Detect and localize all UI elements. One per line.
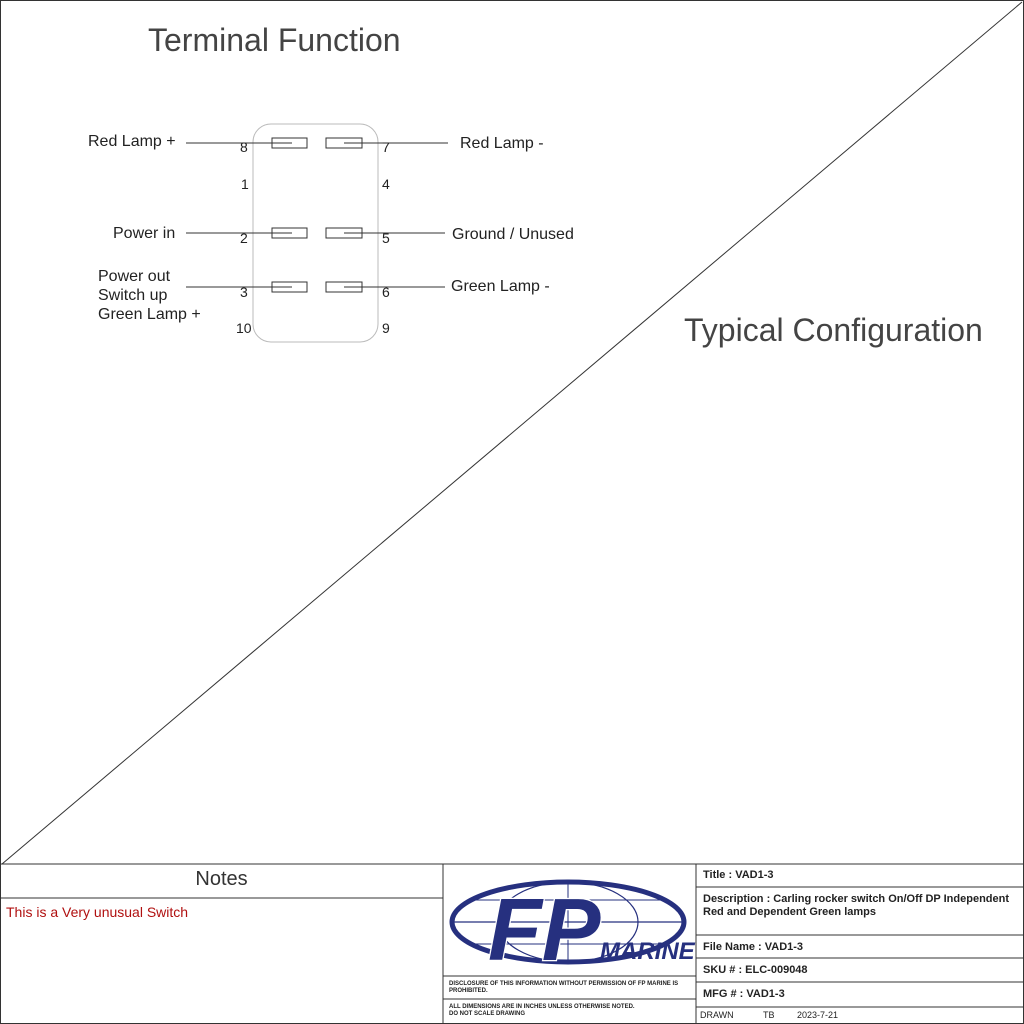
fp-marine-logo (452, 880, 696, 979)
pin-number: 6 (382, 284, 390, 300)
label-switch-up: Switch up (98, 287, 168, 304)
title-block-description-2: Red and Dependent Green lamps (703, 906, 876, 918)
title-block-title: Title : VAD1-3 (703, 869, 774, 881)
title-block-file-name: File Name : VAD1-3 (703, 941, 804, 953)
title-block-sku: SKU # : ELC-009048 (703, 964, 808, 976)
pin-number: 9 (382, 320, 390, 336)
pin-number: 5 (382, 230, 390, 246)
pin-number: 8 (240, 139, 248, 155)
typical-configuration-title: Typical Configuration (684, 312, 983, 348)
pin-number: 10 (236, 320, 252, 336)
title-block-date: 2023-7-21 (797, 1010, 839, 1020)
label-power-out: Power out (98, 268, 171, 285)
label-ground-unused: Ground / Unused (452, 226, 574, 243)
title-block-mfg: MFG # : VAD1-3 (703, 988, 785, 1000)
pin-number: 2 (240, 230, 248, 246)
disclaimer-line: DO NOT SCALE DRAWING (449, 1011, 525, 1017)
pin-number: 3 (240, 284, 248, 300)
disclaimer-line: DISCLOSURE OF THIS INFORMATION WITHOUT PERMISSION OF FP MARINE IS (449, 981, 679, 987)
disclaimer-line: PROHIBITED. (449, 988, 488, 994)
title-block-drawn-label: DRAWN (700, 1010, 734, 1020)
logo-word: MARINE (600, 938, 695, 965)
label-green-lamp-minus: Green Lamp - (451, 278, 550, 295)
title-block-drawn-by: TB (763, 1010, 775, 1020)
label-power-in: Power in (113, 225, 176, 242)
terminal-function-title: Terminal Function (148, 22, 401, 58)
disclaimer-line: ALL DIMENSIONS ARE IN INCHES UNLESS OTHERWISE NOTED. (449, 1004, 635, 1010)
label-red-lamp-minus: Red Lamp - (460, 135, 544, 152)
pin-number: 4 (382, 176, 390, 192)
notes-text: This is a Very unusual Switch (6, 904, 189, 920)
notes-heading: Notes (195, 868, 248, 890)
leader-lines (186, 143, 448, 287)
pin-number: 1 (241, 176, 249, 192)
terminal-tabs (272, 138, 362, 292)
pin-number: 7 (382, 139, 390, 155)
label-green-lamp-plus: Green Lamp + (98, 306, 201, 323)
title-block-description-1: Description : Carling rocker switch On/Off DP Independent (703, 893, 1010, 905)
label-red-lamp-plus: Red Lamp + (88, 133, 176, 150)
logo-letters: FP (488, 880, 601, 979)
